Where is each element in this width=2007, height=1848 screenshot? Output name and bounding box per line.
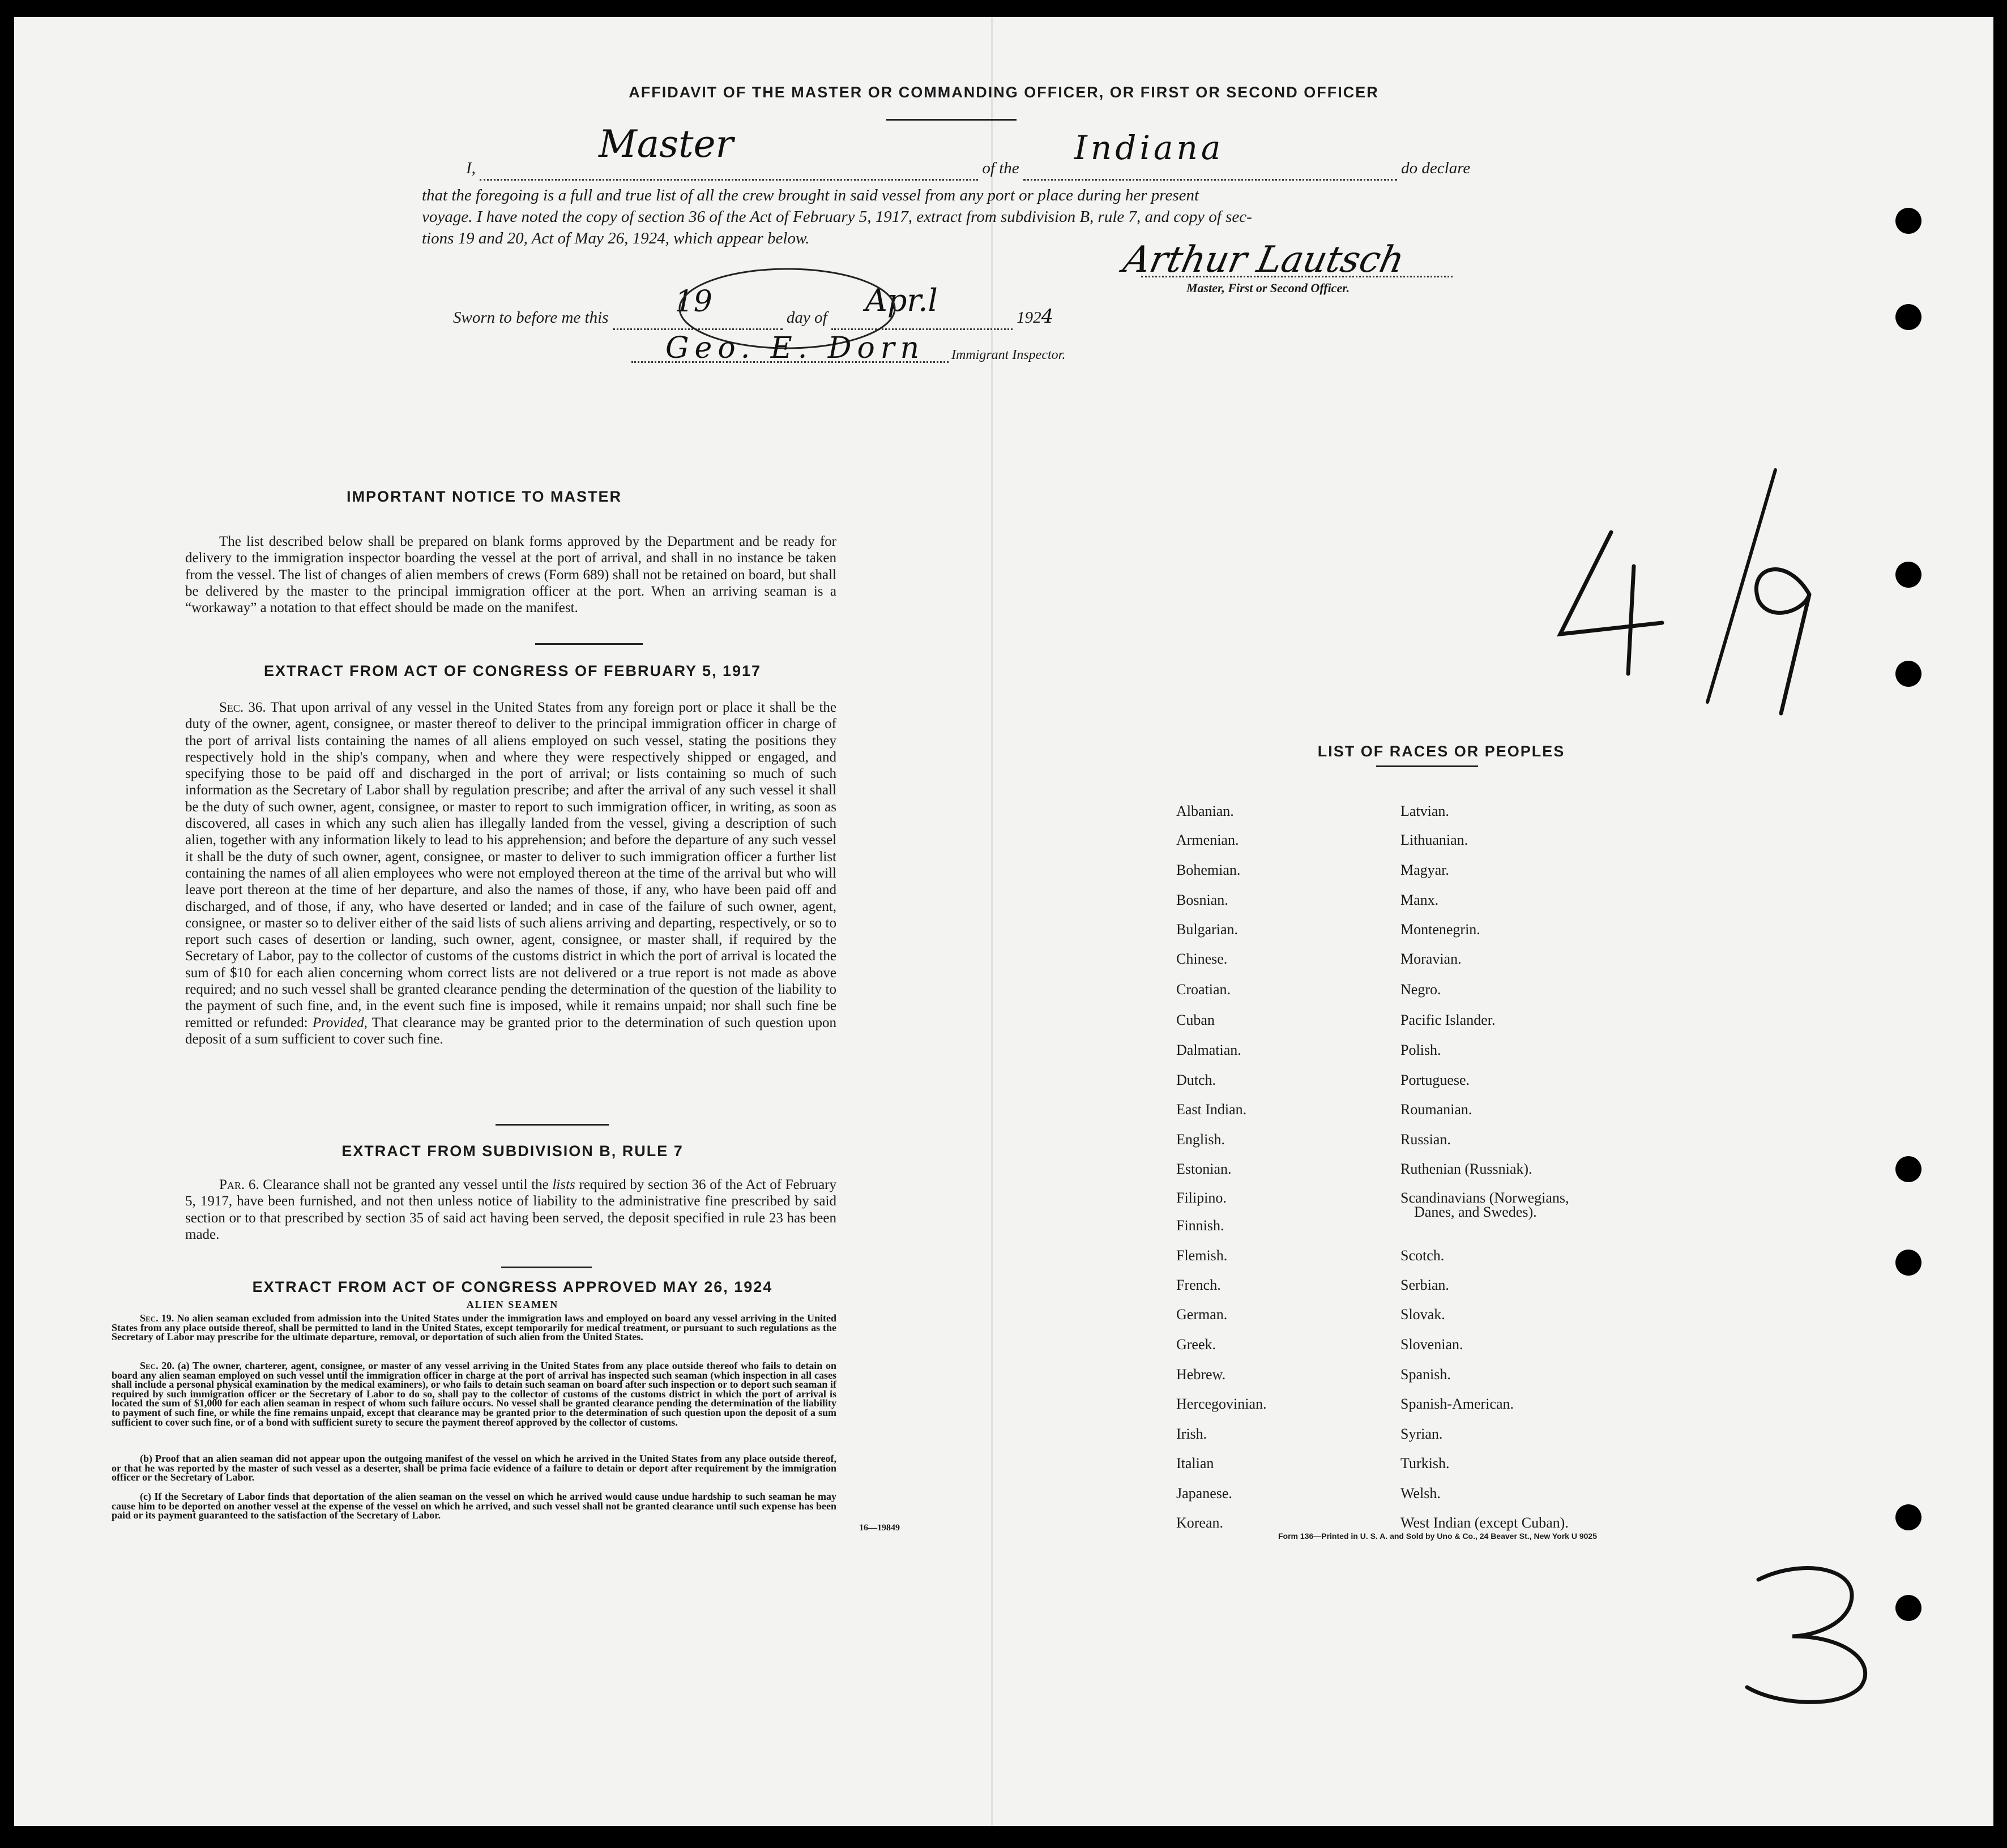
rule7-rule (501, 1267, 592, 1268)
sec20a (112, 1361, 836, 1427)
affidavit-title: AFFIDAVIT OF THE MASTER OR COMMANDING OFFICER, OR FIRST OR SECOND OFFICER (629, 84, 1379, 101)
race-item: Latvian. (1400, 803, 1449, 819)
race-item: Magyar. (1400, 862, 1449, 878)
day-handwritten: 19 (674, 285, 712, 319)
race-item: Syrian. (1400, 1426, 1443, 1442)
race-item: Dalmatian. (1176, 1042, 1241, 1058)
race-item: Filipino. (1176, 1190, 1227, 1206)
rule7-text-a: Clearance shall not be granted any vessel until the (263, 1177, 549, 1192)
sec19-text: No alien seaman excluded from admission into the United States under the immigration laws and employed on board any vessel arriving in the United States from any place outside thereof, shall be permitted to land in the United States, except temporarily for medical treatment, or pursuant to such regulations as the Secretary of Labor may prescribe for the ultimate departure, removal, or deportation of such alien from the United States. (112, 1312, 837, 1343)
race-item: West Indian (except Cuban). (1400, 1515, 1569, 1531)
race-item: Russian. (1400, 1131, 1451, 1148)
extract-1917-rule (496, 1124, 609, 1126)
sec36-label: Sec. 36. (219, 700, 266, 715)
race-item: Pacific Islander. (1400, 1012, 1496, 1028)
race-item: Slovenian. (1400, 1336, 1463, 1353)
extract-1917-body (185, 699, 836, 1047)
race-item: Ruthenian (Russniak). (1400, 1161, 1532, 1177)
race-item: Japanese. (1176, 1485, 1232, 1502)
race-item: Albanian. (1176, 803, 1234, 819)
race-item: Cuban (1176, 1012, 1215, 1028)
race-item: Flemish. (1176, 1247, 1228, 1264)
rule7-text-b: required by section 36 of the Act of February 5, 1917, have been furnished, and not then unless notice of liability to the administrative fine prescribed by said section or to that prescribed by section 35 of said act having been served, the deposit specified in rule 23 has been made. (185, 1177, 837, 1242)
printer-line: Form 136—Printed in U. S. A. and Sold by Uno & Co., 24 Beaver St., New York U 9025 (1278, 1532, 1598, 1541)
proviso-label: Provided, (312, 1015, 368, 1030)
role-handwritten: Master (599, 122, 734, 166)
punch-hole (1895, 1595, 1921, 1621)
form-code: 16—19849 (859, 1523, 900, 1533)
vessel-field (1023, 129, 1397, 181)
race-item: Danes, and Swedes). (1414, 1204, 1537, 1220)
race-item: Estonian. (1176, 1161, 1232, 1177)
race-item: Korean. (1176, 1515, 1224, 1531)
race-item: Slovak. (1400, 1306, 1445, 1323)
race-item: Dutch. (1176, 1072, 1216, 1088)
race-item: Turkish. (1400, 1455, 1450, 1471)
rule7-body (185, 1177, 836, 1243)
proviso-text: That clearance may be granted prior to the determination of such question upon deposit of a sum sufficient to cover such fine. (185, 1015, 836, 1047)
signature-caption: Master, First or Second Officer. (1186, 281, 1350, 295)
race-item: Bosnian. (1176, 892, 1228, 908)
affidavit-declare: do declare (1401, 159, 1471, 177)
race-item: Armenian. (1176, 832, 1239, 848)
affidavit-line-1 (466, 122, 1471, 181)
year-handwritten: 4 (1041, 305, 1054, 328)
race-item: English. (1176, 1131, 1225, 1148)
race-item: Spanish. (1400, 1366, 1451, 1383)
race-item: Serbian. (1400, 1277, 1449, 1293)
race-item: Finnish. (1176, 1217, 1224, 1234)
race-item: Portuguese. (1400, 1072, 1470, 1088)
race-item: Hercegovinian. (1176, 1396, 1267, 1412)
punch-hole (1895, 304, 1921, 330)
race-item: Spanish-American. (1400, 1396, 1514, 1412)
sec20-label: Sec. 20. (140, 1360, 174, 1371)
affidavit-of-the: of the (982, 159, 1019, 177)
race-item: Negro. (1400, 981, 1441, 998)
inspector-signature: Geo. E. Dorn (665, 331, 925, 365)
race-item: Scotch. (1400, 1247, 1445, 1264)
race-item: German. (1176, 1306, 1228, 1323)
race-item: Italian (1176, 1455, 1214, 1471)
master-signature: Arthur Lautsch (1120, 239, 1408, 281)
affidavit-line-4: tions 19 and 20, Act of May 26, 1924, which appear below. (422, 229, 810, 247)
race-item: Montenegrin. (1400, 921, 1480, 938)
sec19 (112, 1314, 836, 1342)
race-item: Welsh. (1400, 1485, 1441, 1502)
punch-hole (1895, 1504, 1921, 1530)
notice-rule (535, 643, 643, 645)
race-item: Moravian. (1400, 951, 1462, 967)
handwritten-number-3 (1736, 1557, 1906, 1716)
affidavit-line-2: that the foregoing is a full and true list of all the crew brought in said vessel from any port or place during her present (422, 186, 1199, 204)
year-prefix: 192 (1017, 309, 1041, 327)
rule7-lists: lists (552, 1177, 575, 1192)
par6-label: Par. 6. (219, 1177, 259, 1192)
sec20b: (b) Proof that an alien seaman did not appear upon the outgoing manifest of the vessel on which he arrived in the United States from any place outside thereof, or that he was reported by the master of such vessel as a deserter, shall be prima facie evidence of a failure to detain or deport after requirement by the immigration officer or the Secretary of Labor. (112, 1453, 836, 1483)
race-item: Scandinavians (Norwegians, (1400, 1190, 1569, 1206)
inspector-caption: Immigrant Inspector. (951, 348, 1066, 362)
rule7-title: EXTRACT FROM SUBDIVISION B, RULE 7 (341, 1143, 684, 1160)
race-item: Hebrew. (1176, 1366, 1226, 1383)
manifest-page (14, 17, 1993, 1826)
month-handwritten: Apr.l (865, 283, 938, 318)
sec19-label: Sec. 19. (140, 1312, 174, 1324)
punch-hole (1895, 1156, 1921, 1182)
race-item: Chinese. (1176, 951, 1228, 967)
affidavit-line-3: voyage. I have noted the copy of section 36 of the Act of February 5, 1917, extract from subdivision B, rule 7, and copy of sec- (422, 208, 1252, 226)
day-of: day of (786, 309, 827, 327)
race-item: Roumanian. (1400, 1101, 1472, 1118)
extract-1924-title: EXTRACT FROM ACT OF CONGRESS APPROVED MAY 26, 1924 (252, 1278, 773, 1295)
notice-body: The list described below shall be prepared on blank forms approved by the Department and be ready for delivery to the immigration inspector boarding the vessel at the port of arrival, and shall in no instance be taken from the vessel. The list of changes of alien members of crews (Form 689) shall not be retained on board, but shall be delivered by the master to the principal immigration officer at the port. When an arriving seaman is a “workaway” a notation to that effect should be made on the manifest. (185, 534, 836, 616)
race-item: Polish. (1400, 1042, 1441, 1058)
sec20c: (c) If the Secretary of Labor finds that deportation of the alien seaman on the vessel on which he arrived would cause undue hardship to such seaman he may cause him to be deported on another vessel at the expense of the vessel on which he arrived, and such vessel shall not be granted clearance until such expense has been paid or its payment guaranteed to the satisfaction of the Secretary of Labor. (112, 1491, 836, 1521)
punch-hole (1895, 1250, 1921, 1276)
extract-1917-title: EXTRACT FROM ACT OF CONGRESS OF FEBRUARY 5, 1917 (263, 662, 762, 679)
race-item: East Indian. (1176, 1101, 1247, 1118)
races-rule (1376, 765, 1478, 767)
race-item: Manx. (1400, 892, 1439, 908)
race-item: Bohemian. (1176, 862, 1241, 878)
fold-crease (991, 17, 993, 1826)
race-item: Lithuanian. (1400, 832, 1468, 848)
punch-hole (1895, 661, 1921, 687)
punch-hole (1895, 562, 1921, 588)
race-item: Greek. (1176, 1336, 1216, 1353)
sec36-text: That upon arrival of any vessel in the United States from any foreign port or place it shall be the duty of the owner, agent, consignee, or master thereof to deliver to the principal immigration officer in charge of the port of arrival lists containing the names of all aliens employed on such vessel, stating the positions they respectively hold in the ship's company, when and where they were respectively shipped or engaged, and specifying those to be paid off and discharged in the port of arrival; or lists containing so much of such information as the Secretary of Labor shall by regulation prescribe; and after the arrival of any such vessel it shall be the duty of such owner, agent, consignee, or master to report to such immigration officer, in writing, as soon as discovered, all cases in which any such alien has illegally landed from the vessel, giving a description of such alien, together with any information likely to lead to his apprehension; and before the departure of any such vessel it shall be the duty of such owner, agent, consignee, or master to deliver to such immigration officer a further list containing the names of all alien employees who were not employed thereon at the time of the arrival but who will leave port thereon at the time of her departure, and also the names of those, if any, who have been paid off and discharged, and of those, if any, who have deserted or landed; and in case of the failure of such owner, agent, consignee, or master so to deliver either of the said lists of such aliens arriving and departing, respectively, or so to report such cases of desertion or landing, such owner, agent, consignee, or master shall, if required by the Secretary of Labor, pay to the collector of customs of the customs district in which the port of arrival is located the sum of $10 for each alien concerning whom correct lists are not delivered or a true report is not made as above required; and no such vessel shall be granted clearance pending the determination of the question of the liability to the payment of such fine, and, in the event such fine is imposed, while it remains unpaid; nor shall such fine be remitted or refunded: (185, 700, 836, 1030)
sworn-prefix: Sworn to before me this (453, 309, 609, 327)
sec20a-text: (a) The owner, charterer, agent, consignee, or master of any vessel arriving in the United States from any place outside thereof who fails to detain on board any alien seaman employed on such vessel until the immigration officer in charge at the port of arrival has inspected such seaman (which inspection in all cases shall include a personal physical examination by the medical examiners), or who fails to detain such seaman on board after such inspection or to deport such seaman if required by such immigration officer or the Secretary of Labor to do so, shall pay to the collector of customs of the customs district in which the port of arrival is located the sum of $1,000 for each alien seaman in respect of whom such failure occurs. No vessel shall be granted clearance pending the determination of the liability to payment of such fine, or while the fine remains unpaid, except that clearance may be granted prior to the determination of such question upon the deposit of a sum sufficient to cover such fine, or of a bond with sufficient surety to secure the payment thereof approved by the collector of customs. (112, 1360, 837, 1428)
race-item: Irish. (1176, 1426, 1207, 1442)
vessel-handwritten: Indiana (1074, 129, 1224, 167)
punch-hole (1895, 208, 1921, 234)
race-item: French. (1176, 1277, 1221, 1293)
role-field (480, 122, 978, 181)
notice-title: IMPORTANT NOTICE TO MASTER (347, 488, 622, 505)
title-rule (886, 119, 1017, 121)
race-item: Bulgarian. (1176, 921, 1239, 938)
race-item: Croatian. (1176, 981, 1231, 998)
races-title: LIST OF RACES OR PEOPLES (1317, 743, 1565, 760)
affidavit-i: I, (466, 159, 476, 177)
handwritten-number-419 (1543, 453, 1826, 725)
alien-seamen-subtitle: ALIEN SEAMEN (466, 1299, 559, 1310)
